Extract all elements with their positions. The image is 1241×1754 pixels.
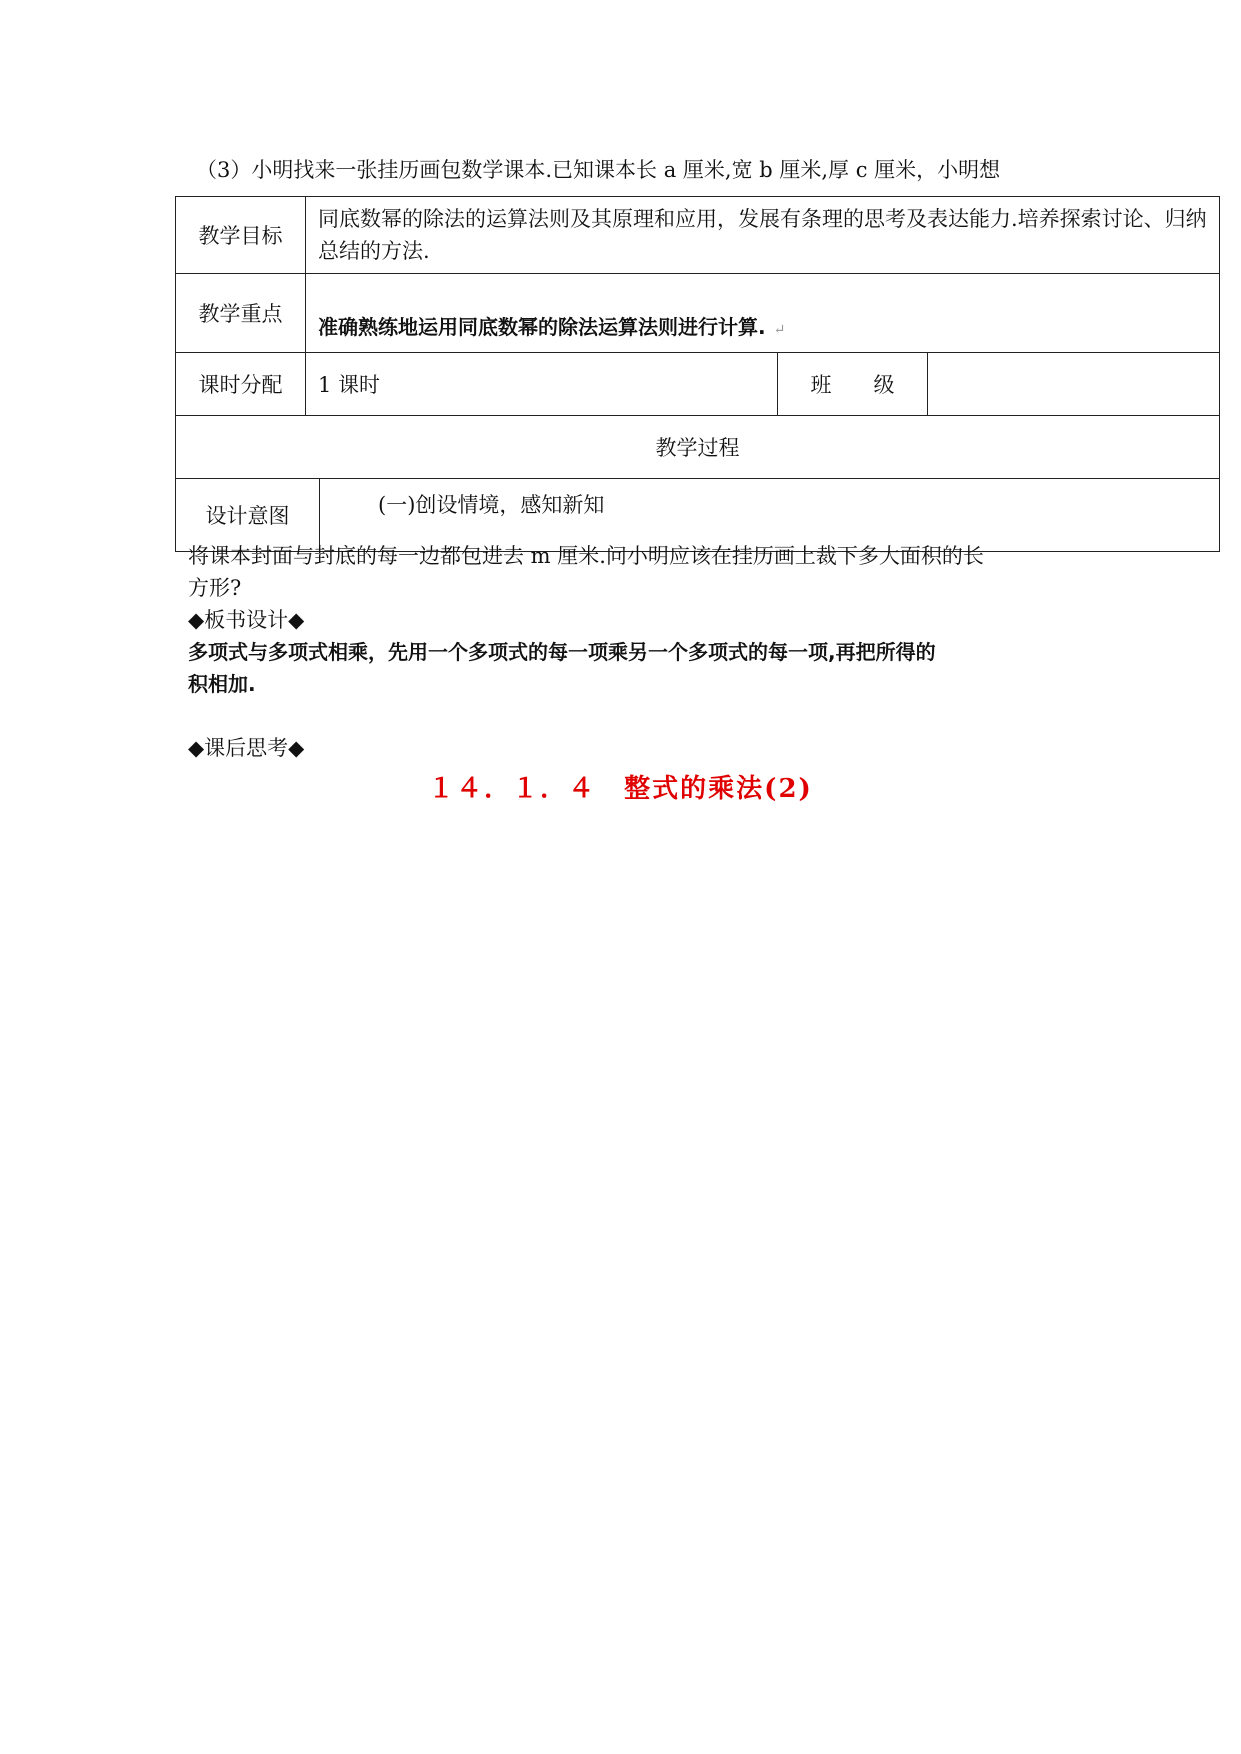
board-design-heading: ◆板书设计◆ <box>188 608 305 632</box>
after-class-heading: ◆课后思考◆ <box>188 736 305 760</box>
process-heading: 教学过程 <box>176 416 1220 479</box>
table-row-key-points <box>176 274 1220 353</box>
design-intent-label: 设计意图 <box>176 479 320 552</box>
key-points-text: 准确熟练地运用同底数幂的除法运算法则进行计算. <box>318 314 766 339</box>
problem-text-line-1: 将课本封面与封底的每一边都包进去 m 厘米.问小明应该在挂历画上裁下多大面积的长 <box>188 544 984 568</box>
board-design-line-2: 积相加. <box>188 672 256 696</box>
key-points-cell <box>306 274 1220 353</box>
lesson-plan-table <box>175 196 1220 552</box>
class-label: 班 级 <box>778 353 928 416</box>
objectives-text: 同底数幂的除法的运算法则及其原理和应用，发展有条理的思考及表达能力.培养探索讨论、归纳总结的方法. <box>306 197 1220 274</box>
class-value <box>928 353 1220 416</box>
board-design-line-1: 多项式与多项式相乘，先用一个多项式的每一项乘另一个多项式的每一项,再把所得的 <box>188 640 936 664</box>
table-row-objectives <box>176 197 1220 274</box>
table-row-process <box>176 416 1220 479</box>
table-row-schedule <box>176 353 1220 416</box>
objectives-label: 教学目标 <box>176 197 306 274</box>
schedule-label: 课时分配 <box>176 353 306 416</box>
problem-intro-line: （3）小明找来一张挂历画包数学课本.已知课本长 a 厘米,宽 b 厘米,厚 c 厘米，小明想 <box>196 158 1001 182</box>
key-points-label: 教学重点 <box>176 274 306 353</box>
return-mark-icon: ↵ <box>773 321 786 338</box>
schedule-value: 1 课时 <box>306 353 778 416</box>
section-title: １４．１．４ 整式的乘法(2) <box>428 774 813 804</box>
design-intent-text: (一)创设情境，感知新知 <box>378 493 605 517</box>
problem-text-line-2: 方形? <box>188 576 242 600</box>
